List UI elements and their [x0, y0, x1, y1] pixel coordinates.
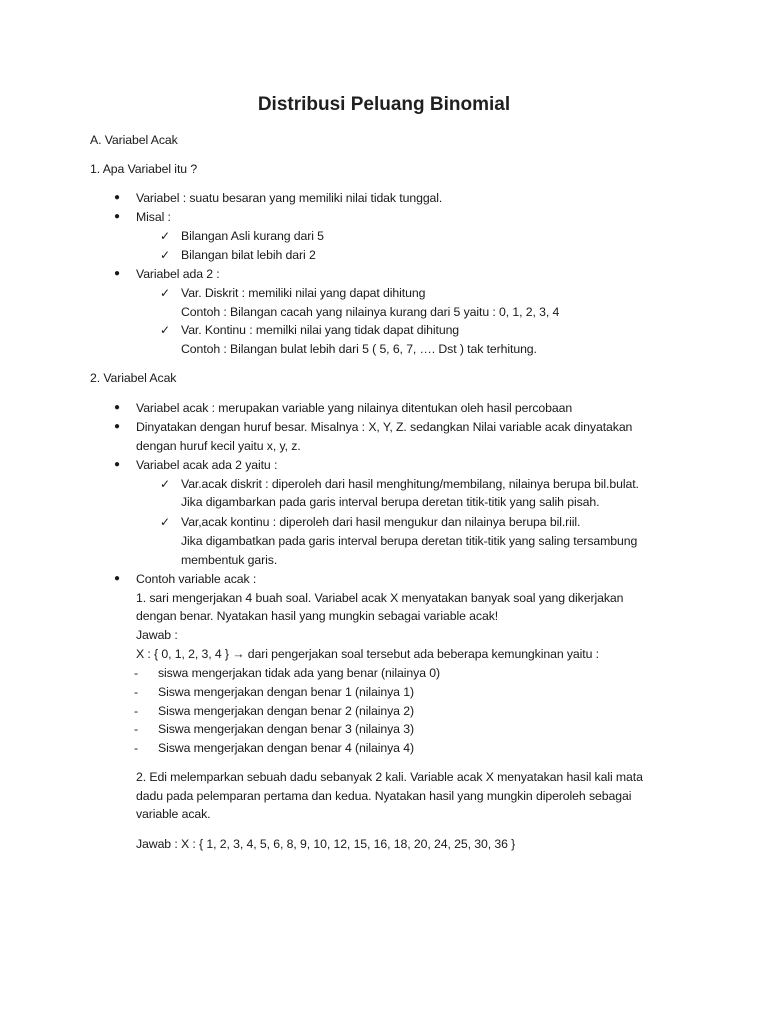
checkmark-icon: ✓ — [160, 323, 171, 337]
bullet-icon: ● — [114, 211, 121, 222]
section-heading: A. Variabel Acak — [90, 133, 178, 147]
example-text: X : { 0, 1, 2, 3, 4 } → dari pengerjakan soal tersebut ada beberapa kemungkinan yaitu : — [136, 647, 599, 661]
example-text: 2. Edi melemparkan sebuah dadu sebanyak 2 kali. Variable acak X menyatakan hasil kali mata — [136, 770, 643, 784]
list-item: Variabel ada 2 : — [136, 267, 220, 281]
list-item: Jika digambatkan pada garis interval berupa deretan titik-titik yang saling tersambung — [181, 534, 638, 548]
list-item: Misal : — [136, 210, 171, 224]
answer-text: Jawab : X : { 1, 2, 3, 4, 5, 6, 8, 9, 10, 12, 15, 16, 18, 20, 24, 25, 30, 36 } — [136, 837, 516, 851]
list-item: Siswa mengerjakan dengan benar 2 (nilainya 2) — [158, 704, 414, 718]
list-item: Variabel : suatu besaran yang memiliki nilai tidak tunggal. — [136, 191, 443, 205]
list-item: siswa mengerjakan tidak ada yang benar (nilainya 0) — [158, 666, 440, 680]
list-item: Siswa mengerjakan dengan benar 3 (nilainya 3) — [158, 722, 414, 736]
list-item: Dinyatakan dengan huruf besar. Misalnya : X, Y, Z. sedangkan Nilai variable acak dinyatakan — [136, 420, 633, 434]
page-title: Distribusi Peluang Binomial — [257, 94, 511, 115]
list-item: Contoh : Bilangan bulat lebih dari 5 ( 5, 6, 7, …. Dst ) tak terhitung. — [181, 342, 537, 356]
list-item: Bilangan Asli kurang dari 5 — [181, 229, 324, 243]
list-item: Bilangan bilat lebih dari 2 — [181, 248, 316, 262]
list-item: Variabel acak : merupakan variable yang nilainya ditentukan oleh hasil percobaan — [136, 401, 573, 415]
list-item: Siswa mengerjakan dengan benar 4 (nilainya 4) — [158, 741, 414, 755]
bullet-icon: ● — [114, 421, 121, 432]
question-heading: 1. Apa Variabel itu ? — [90, 162, 198, 176]
section-heading: 2. Variabel Acak — [90, 371, 177, 385]
dash-marker: - — [134, 685, 139, 699]
bullet-icon: ● — [114, 573, 121, 584]
list-item: membentuk garis. — [181, 553, 278, 567]
list-item: dengan huruf kecil yaitu x, y, z. — [136, 439, 301, 453]
example-text: dengan benar. Nyatakan hasil yang mungkin sebagai variable acak! — [136, 609, 499, 623]
bullet-icon: ● — [114, 192, 121, 203]
dash-marker: - — [134, 741, 139, 755]
checkmark-icon: ✓ — [160, 248, 171, 262]
list-item: Var. Diskrit : memiliki nilai yang dapat dihitung — [181, 286, 426, 300]
list-item: Contoh variable acak : — [136, 572, 257, 586]
dash-marker: - — [134, 722, 139, 736]
bullet-icon: ● — [114, 459, 121, 470]
example-text: dadu pada pelemparan pertama dan kedua. Nyatakan hasil yang mungkin diperoleh sebagai — [136, 789, 632, 803]
list-item: Jika digambarkan pada garis interval berupa deretan titik-titik yang salih pisah. — [181, 495, 600, 509]
checkmark-icon: ✓ — [160, 477, 171, 491]
example-text: variable acak. — [136, 807, 211, 821]
list-item: Siswa mengerjakan dengan benar 1 (nilainya 1) — [158, 685, 414, 699]
example-text: Jawab : — [136, 628, 178, 642]
list-item: Contoh : Bilangan cacah yang nilainya kurang dari 5 yaitu : 0, 1, 2, 3, 4 — [181, 305, 560, 319]
list-item: Var. Kontinu : memilki nilai yang tidak dapat dihitung — [181, 323, 460, 337]
dash-marker: - — [134, 704, 139, 718]
bullet-icon: ● — [114, 402, 121, 413]
list-item: Var,acak kontinu : diperoleh dari hasil mengukur dan nilainya berupa bil.riil. — [181, 515, 581, 529]
checkmark-icon: ✓ — [160, 515, 171, 529]
checkmark-icon: ✓ — [160, 286, 171, 300]
example-text: 1. sari mengerjakan 4 buah soal. Variabel acak X menyatakan banyak soal yang dikerjakan — [136, 591, 624, 605]
checkmark-icon: ✓ — [160, 229, 171, 243]
bullet-icon: ● — [114, 268, 121, 279]
list-item: Variabel acak ada 2 yaitu : — [136, 458, 278, 472]
dash-marker: - — [134, 666, 139, 680]
list-item: Var.acak diskrit : diperoleh dari hasil menghitung/membilang, nilainya berupa bil.bulat. — [181, 477, 639, 491]
